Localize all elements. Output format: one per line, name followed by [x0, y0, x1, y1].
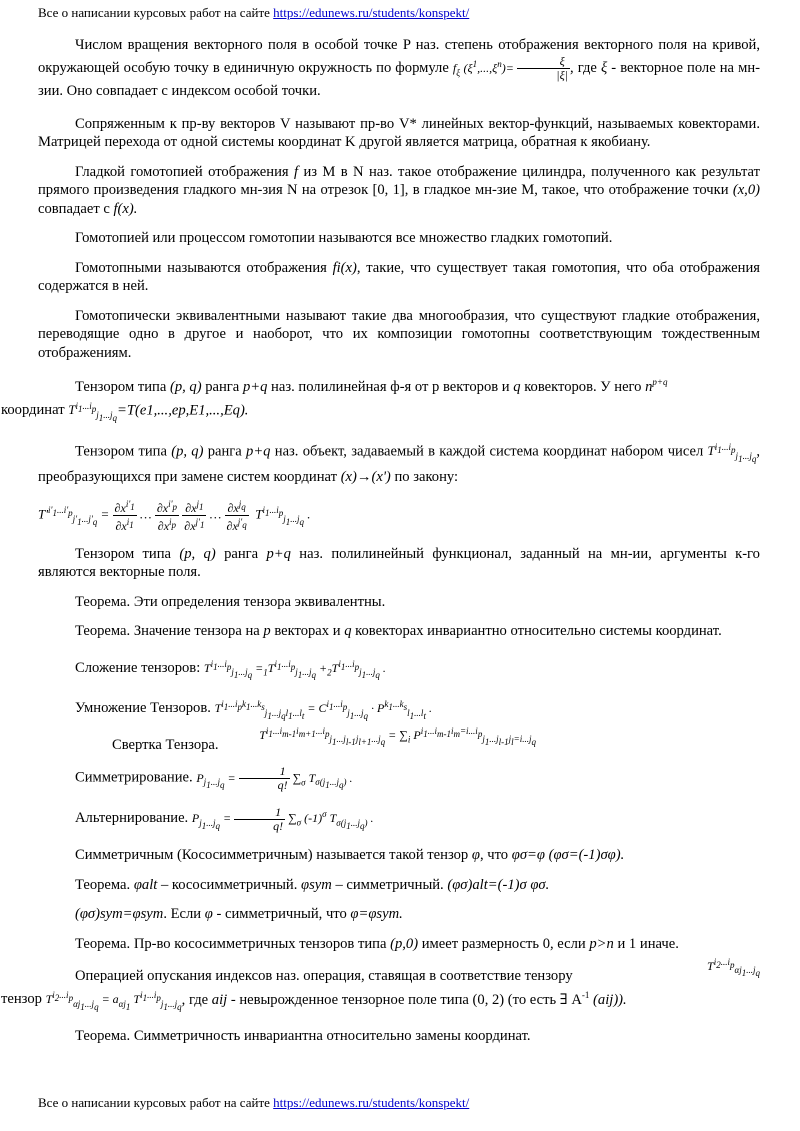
tensor-symbol: $T^{i_1...i_p}_{j_1...j_q}$ [707, 441, 757, 464]
header-link[interactable]: https://edunews.ru/students/konspekt/ [273, 5, 470, 20]
transformation-law-formula: $T'^{i'_1...i'_p}_{j'_1...j'_q}$ = $\frac{\partial x^{i'_1}}{\partial x^{i_1}}$ … $\frac{\partial x^{i'_p}}{\partial x^{i_p}}$ $\frac{\partial x^{j_1}}{\partial x^{j'_1}}$ … $\frac{\partial x^{j_q}}{\partial x^{j'_q}}$ $T^{i_1...i_p}_{j_1...j_q}$ . [38, 498, 311, 533]
paragraph-alternation: Альтернирование. $P_{j_1...j_q}$ = $\frac{1}{q!}$ $\sum_\sigma$ $(-1)^\sigma$ $T_{\sigma(j_1...j_q)}$ . [75, 805, 374, 834]
winding-formula: $f_\xi$ $(\xi^1,...,\xi^n)=$ $\frac{\xi}{|\xi|}$ [452, 54, 569, 83]
footer-link[interactable]: https://edunews.ru/students/konspekt/ [273, 1095, 470, 1110]
paragraph-homotopic: Гомотопными называются отображения fi(x), такие, что существует такая гомотопия, что оба отображения содержатся в ней. [38, 259, 760, 295]
paragraph-multiplication: Умножение Тензоров. $T^{i_1...i_pk_1...k_s}_{j_1...j_ql_1...l_t} = C^{i_1...i_p}_{j_1...j_q} \cdot P^{k_1...k_s}_{l_1...l_t}$ . [75, 699, 432, 721]
paragraph-theorem-dimension: Теорема. Пр-во кососимметричных тензоров типа (p,0) имеет размерность 0, если p>n и 1 иначе. [75, 935, 679, 952]
page-footer [38, 1095, 469, 1111]
paragraph-winding-number: Числом вращения векторного поля в особой точке P наз. степень отображения векторного поля на кривой, окружающей особую точку в единичную окружность по формуле $f_\xi$ $(\xi^1,...,\xi^n)=$ $\frac{\xi}{|\xi|}$ , где ξ - векторное поле на мн-зии. Оно совпадает с индексом особой точки. [38, 37, 761, 100]
paragraph-theorem-invariant: Теорема. Значение тензора на p векторах и q ковекторах инвариантно относительно системы координат. [75, 623, 722, 640]
paragraph-addition: Сложение тензоров: $T^{i_1...i_p}_{j_1...j_q} =_1T^{i_1...i_p}_{j_1...j_q} +_2T^{i_1...i_p}_{j_1...j_q}$ . [75, 658, 386, 680]
page-header [38, 5, 469, 21]
tensor-symbol: $T^{i_1...i_p}_{j_1...j_q}$ [68, 400, 118, 423]
paragraph-theorem-alt-sym: Теорема. φalt – кососимметричный. φsym – симметричный. (φσ)alt=(-1)σ φσ. [75, 876, 550, 893]
paragraph-smooth-homotopy: Гладкой гомотопией отображения f из M в N наз. такое отображение цилиндра, полученного как результат прямого произведения гладкого мн-зия N на отрезок [0, 1], в гладкое мн-зие M, такое, что отображение точки (x,0) совпадает с f(x). [38, 163, 760, 217]
paragraph-index-lowering: Операцией опускания индексов наз. операция, ставящая в соответствие тензору $T^{i_2...i_p}_{\alpha j_1...j_q}$ тензор $T^{i_2...i_p}_{\alpha j_1...j_q} = a_{\alpha j_1}$ $T^{i_1...i_p}_{j_1...j_q}$, где aij - невырожденное тензорное поле типа (0, 2) (то есть ∃ $A^{-1}$ (aij)). [1, 957, 760, 1012]
paragraph-covectors: Сопряженным к пр-ву векторов V называют пр-во V* линейных вектор-функций, называемых ковекторами. Матрицей перехода от одной системы координат K другой является матрица, обратная к якобиану. [38, 115, 760, 151]
paragraph-homotopy: Гомотопией или процессом гомотопии называются все множество гладких гомотопий. [75, 230, 613, 247]
paragraph-theorem-equivalent: Теорема. Эти определения тензора эквивалентны. [75, 593, 386, 610]
paragraph-homotopy-equivalent: Гомотопически эквивалентными называют такие два многообразия, что существуют гладкие отображения, переводящие одно в другое и наоборот, что их композиции гомотопны соответствующим тождественным отображениям. [38, 307, 760, 361]
footer-text: Все о написании курсовых работ на сайте [38, 1095, 274, 1110]
paragraph-theorem-symmetry-invariant: Теорема. Симметричность инвариантна относительно замены координат. [75, 1028, 531, 1045]
paragraph-contraction: Свертка Тензора. $T^{i_1...i_{m-1}i_{m+1}...i_p}_{j_1...j_{l-1}j_{l+1}...j_q} = \sum_i$ $P^{i_1...i_{m-1}i_m=i...i_p}_{j_1...j_{l-1}j_l=i...j_q}$ [112, 725, 536, 753]
document-body [1, 36, 761, 1057]
paragraph-tensor-def-2: Тензором типа (p, q) ранга p+q наз. объект, задаваемый в каждой система координат набором чисел $T^{i_1...i_p}_{j_1...j_q}$, преобразующихся при замене систем координат (x)→(x') по закону: [38, 441, 760, 486]
paragraph-symmetric: Симметричным (Кососимметричным) называется такой тензор φ, что φσ=φ (φσ=(-1)σφ). [75, 847, 625, 864]
paragraph-tensor-def-3: Тензором типа (p, q) ранга p+q наз. полилинейный функционал, заданный на мн-ии, аргументы к-го являются векторные поля. [38, 545, 760, 581]
paragraph-sym-property: (φσ)sym=φsym. Если φ - симметричный, что φ=φsym. [75, 906, 403, 923]
header-text: Все о написании курсовых работ на сайте [38, 5, 274, 20]
paragraph-symmetrization: Симметрирование. $P_{j_1...j_q}$ = $\frac{1}{q!}$ $\sum_\sigma$ $T_{\sigma(j_1...j_q)}$ . [75, 764, 353, 793]
paragraph-tensor-def-1: Тензором типа (p, q) ранга p+q наз. полилинейная ф-я от p векторов и q ковекторов. У него $n^{p+q}$ координат $T^{i_1...i_p}_{j_1...j_q}=T(e1,...,ep,E1,...,Eq)$. [1, 377, 668, 423]
